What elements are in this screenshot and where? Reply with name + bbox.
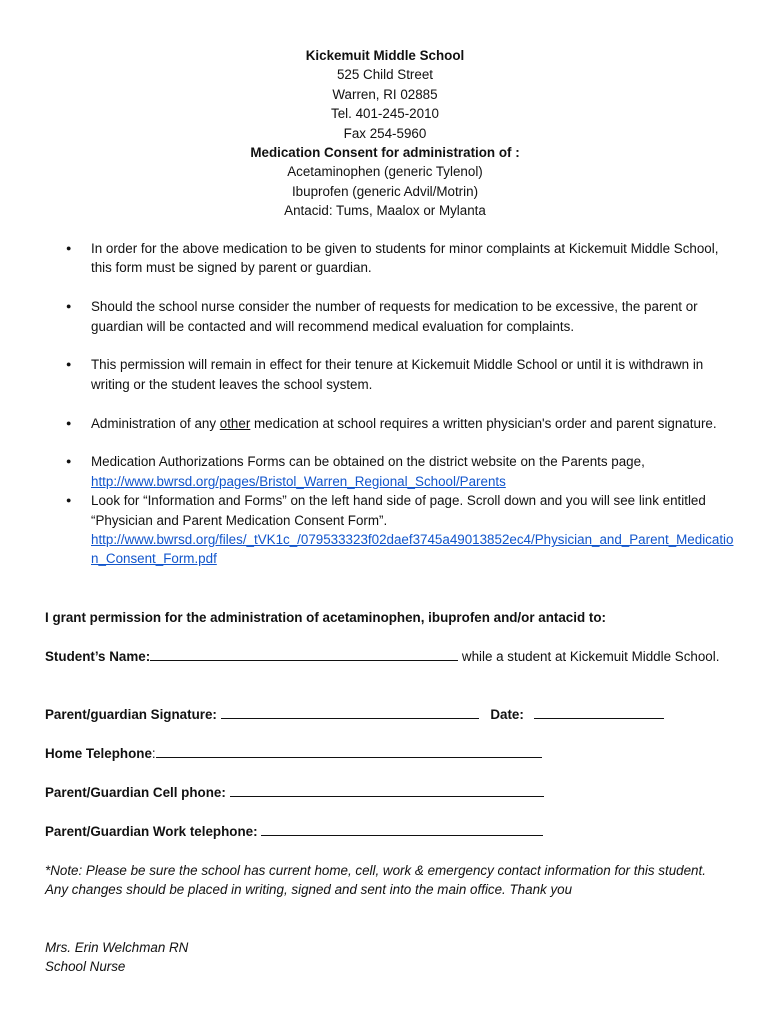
home-telephone-field[interactable] — [156, 744, 542, 758]
signoff — [45, 938, 735, 977]
school-name: Kickemuit Middle School — [305, 48, 465, 63]
bullet-4-post: medication at school requires a written physician's order and parent signature. — [250, 415, 717, 431]
grant-permission-statement: I grant permission for the administration of acetaminophen, ibuprofen and/or antacid to: — [45, 610, 606, 625]
student-name-row — [45, 647, 735, 666]
bullet-6-text: Look for “Information and Forms” on the left hand side of page. Scroll down and you will see link entitled “Physician and Parent Medication Consent Form”. — [91, 493, 706, 528]
work-telephone-label: Parent/Guardian Work telephone: — [45, 824, 258, 839]
underlined-other: other — [219, 415, 251, 431]
nurse-name: Mrs. Erin Welchman RN — [45, 940, 189, 955]
home-telephone-row: Home Telephone: — [45, 744, 735, 763]
signature-label: Parent/guardian Signature: — [45, 707, 217, 722]
telephone: Tel. 401-245-2010 — [331, 106, 439, 122]
cell-phone-label: Parent/Guardian Cell phone: — [45, 785, 226, 800]
student-name-suffix: while a student at Kickemuit Middle School. — [458, 649, 720, 664]
date-field[interactable] — [534, 705, 664, 719]
bullet-4-pre: Administration of any — [91, 415, 220, 431]
medication-1: Acetaminophen (generic Tylenol) — [287, 164, 483, 180]
bullet-other-medication — [66, 414, 736, 433]
student-name-field[interactable] — [150, 647, 458, 661]
signature-field[interactable] — [221, 705, 479, 719]
bullet-forms-website — [66, 452, 736, 491]
bullet-excessive-requests: ● Should the school nurse consider the number of requests for medication to be excessive, the parent or guardian will be contacted and will recommend medical evaluation for complaints. — [66, 297, 736, 336]
signature-row — [45, 705, 735, 724]
date-label: Date: — [490, 707, 524, 722]
home-telephone-label: Home Telephone — [45, 746, 152, 761]
street-address: 525 Child Street — [336, 67, 434, 83]
note-line-2: Any changes should be placed in writing, signed and sent into the main office. Thank you — [45, 882, 573, 898]
consent-title: Medication Consent for administration of : — [250, 145, 520, 161]
cell-phone-row — [45, 783, 735, 802]
bullet-signing-requirement: ● In order for the above medication to be given to students for minor complaints at Kickemuit Middle School, this form must be signed by parent or guardian. — [66, 239, 736, 278]
parents-page-link[interactable]: http://www.bwrsd.org/pages/Bristol_Warren_Regional_School/Parents — [91, 473, 506, 489]
bullet-look-for-form — [66, 491, 736, 569]
letterhead — [0, 46, 770, 221]
consent-form-pdf-link[interactable]: http://www.bwrsd.org/files/_tVK1c_/079533323f02daef3745a49013852ec4/Physician_and_Parent_Medication_Consent_Form.pdf — [91, 532, 734, 567]
work-telephone-row — [45, 822, 735, 841]
info-bullets — [66, 239, 736, 569]
bullet-permission-duration: ● This permission will remain in effect for their tenure at Kickemuit Middle School or until it is withdrawn in writing or the student leaves the school system. — [66, 355, 736, 394]
bullet-5-text: Medication Authorizations Forms can be obtained on the district website on the Parents page, — [91, 454, 645, 470]
nurse-title: School Nurse — [45, 959, 126, 975]
contact-note — [45, 861, 735, 900]
cell-phone-field[interactable] — [230, 783, 544, 797]
fax: Fax 254-5960 — [343, 125, 427, 141]
note-line-1: *Note: Please be sure the school has current home, cell, work & emergency contact information for this student. — [45, 863, 706, 878]
medication-2: Ibuprofen (generic Advil/Motrin) — [291, 183, 479, 199]
work-telephone-field[interactable] — [261, 822, 543, 836]
city-address: Warren, RI 02885 — [332, 86, 438, 102]
medication-3: Antacid: Tums, Maalox or Mylanta — [284, 203, 486, 219]
student-name-label: Student’s Name: — [45, 649, 151, 664]
